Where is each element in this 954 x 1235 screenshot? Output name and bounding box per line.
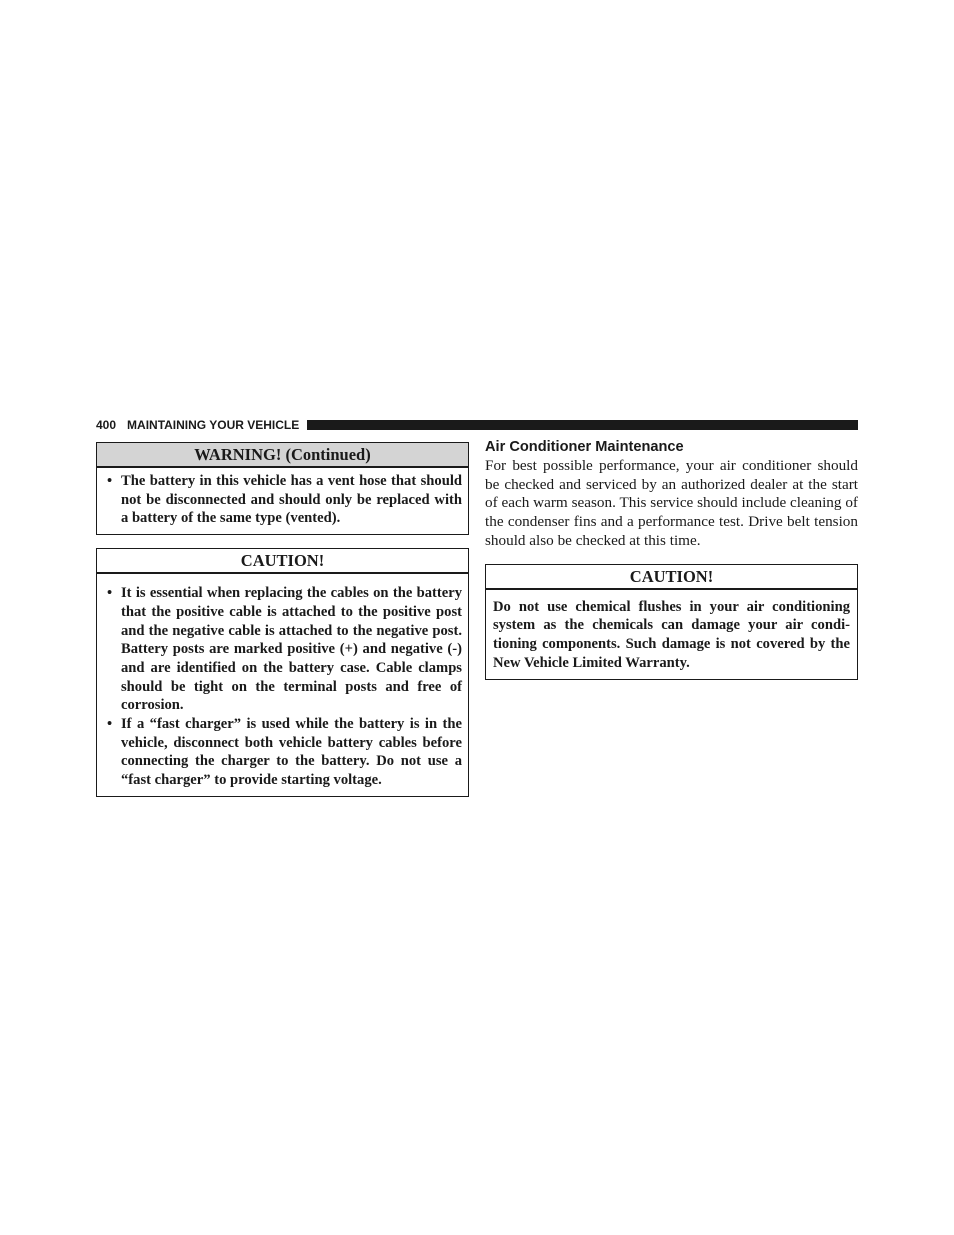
warning-item-text: The battery in this vehicle has a vent hose that should not be disconnected and should only be replaced with a battery of the same type (vented). — [121, 473, 462, 527]
warning-list — [103, 472, 462, 528]
list-item — [103, 715, 462, 790]
bullet-icon: • — [107, 716, 113, 733]
bullet-icon: • — [107, 585, 113, 602]
caution-list — [103, 584, 462, 790]
ac-paragraph: For best possible performance, your air conditioner should be checked and serviced by an authorized dealer at the start of each warm season. This service should include cleaning of the condenser fins and a performance test. Drive belt tension should also be checked at this time. — [485, 457, 858, 549]
ac-caution-box — [485, 564, 858, 681]
header-rule — [307, 420, 858, 430]
caution-item-text: If a “fast charger” is used while the battery is in the vehicle, disconnect both vehicle battery cables before connecting the charger to the battery. Do not use a “fast charger” to provide starting voltage. — [121, 716, 462, 789]
caution-title: CAUTION! — [97, 549, 468, 574]
list-item — [103, 472, 462, 528]
page-header — [96, 417, 858, 433]
caution-box — [96, 548, 469, 797]
ac-caution-title: CAUTION! — [486, 565, 857, 590]
section-title: MAINTAINING YOUR VEHICLE — [127, 418, 300, 432]
list-item — [103, 584, 462, 715]
left-column — [96, 442, 469, 797]
bullet-icon: • — [107, 473, 113, 489]
warning-title: WARNING! (Continued) — [97, 443, 468, 468]
caution-item-text: It is essential when replacing the cables on the battery that the positive cable is attached to the positive post and the negative cable is attached to the negative post. Battery posts are marked positive (+) and negative (-) and are identified on the battery case. Cable clamps should be tight on the terminal posts and free of corrosion. — [121, 585, 462, 714]
caution-body — [97, 574, 468, 796]
right-column — [485, 438, 858, 680]
warning-box — [96, 442, 469, 535]
ac-heading: Air Conditioner Maintenance — [485, 439, 684, 455]
ac-caution-body: Do not use chemical flushes in your air conditioning system as the chemicals can damage your air conditioning components. Such damage is not covered by the New Vehicle Limited Warranty. — [493, 598, 850, 671]
page-number: 400 — [96, 418, 117, 432]
warning-body — [97, 468, 468, 534]
